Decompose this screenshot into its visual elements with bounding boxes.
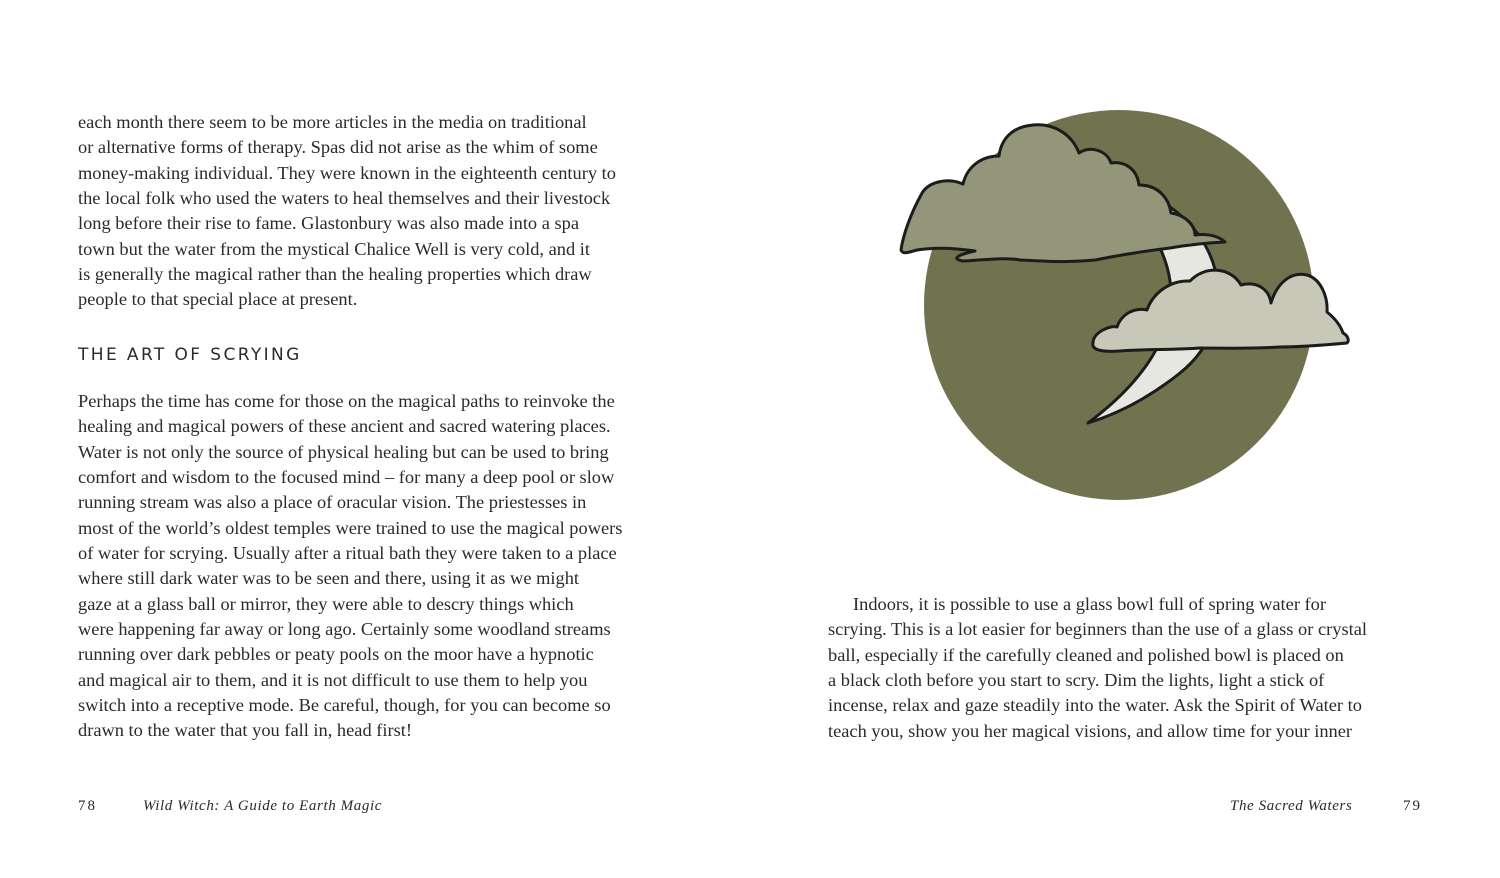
text-line: gaze at a glass ball or mirror, they were able to descry things which xyxy=(78,593,574,614)
text-line: Indoors, it is possible to use a glass bowl full of spring water for xyxy=(853,594,1326,614)
text-line: were happening far away or long ago. Certainly some woodland streams xyxy=(78,619,611,640)
text-line: or alternative forms of therapy. Spas did not arise as the whim of some xyxy=(78,137,598,158)
text-line: healing and magical powers of these ancient and sacred watering places. xyxy=(78,416,611,437)
text-line: most of the world’s oldest temples were trained to use the magical powers xyxy=(78,517,623,538)
text-line: drawn to the water that you fall in, head first! xyxy=(78,720,412,741)
text-line: long before their rise to fame. Glastonbury was also made into a spa xyxy=(78,213,580,234)
text-line: Water is not only the source of physical healing but can be used to bring xyxy=(78,441,609,462)
section-heading: THE ART OF SCRYING xyxy=(78,345,302,365)
text-line: running stream was also a place of oracular vision. The priestesses in xyxy=(78,492,587,513)
paragraph-scrying xyxy=(78,389,622,744)
text-line: scrying. This is a lot easier for beginners than the use of a glass or crystal xyxy=(828,619,1367,640)
page-number-left: 78 xyxy=(78,798,97,814)
text-line: switch into a receptive mode. Be careful, though, for you can become so xyxy=(78,695,611,716)
text-line: ball, especially if the carefully cleaned and polished bowl is placed on xyxy=(828,644,1344,665)
right-page xyxy=(750,0,1500,878)
text-line: money-making individual. They were known in the eighteenth century to xyxy=(78,162,616,183)
page-number-right: 79 xyxy=(1403,798,1422,814)
text-line: the local folk who used the waters to heal themselves and their livestock xyxy=(78,188,611,209)
text-line: where still dark water was to be seen and there, using it as we might xyxy=(78,568,580,589)
text-line: town but the water from the mystical Chalice Well is very cold, and it xyxy=(78,238,590,259)
text-line: and magical air to them, and it is not difficult to use them to help you xyxy=(78,669,588,690)
paragraph-spas xyxy=(78,110,616,313)
text-line: teach you, show you her magical visions, and allow time for your inner xyxy=(828,720,1353,741)
text-line: a black cloth before you start to scry. Dim the lights, light a stick of xyxy=(828,670,1325,691)
moon-clouds-icon xyxy=(895,105,1360,505)
text-line: comfort and wisdom to the focused mind – for many a deep pool or slow xyxy=(78,467,615,488)
paragraph-indoor-scrying xyxy=(828,592,1367,744)
text-line: each month there seem to be more articles in the media on traditional xyxy=(78,112,587,132)
running-title-left: Wild Witch: A Guide to Earth Magic xyxy=(143,798,382,814)
text-line: running over dark pebbles or peaty pools on the moor have a hypnotic xyxy=(78,644,594,665)
text-line: incense, relax and gaze steadily into the water. Ask the Spirit of Water to xyxy=(828,695,1362,716)
text-line: is generally the magical rather than the healing properties which draw xyxy=(78,264,592,285)
running-title-right: The Sacred Waters xyxy=(1230,798,1353,814)
text-line: of water for scrying. Usually after a ritual bath they were taken to a place xyxy=(78,543,617,564)
text-line: people to that special place at present. xyxy=(78,289,358,310)
text-line: Perhaps the time has come for those on the magical paths to reinvoke the xyxy=(78,391,615,411)
